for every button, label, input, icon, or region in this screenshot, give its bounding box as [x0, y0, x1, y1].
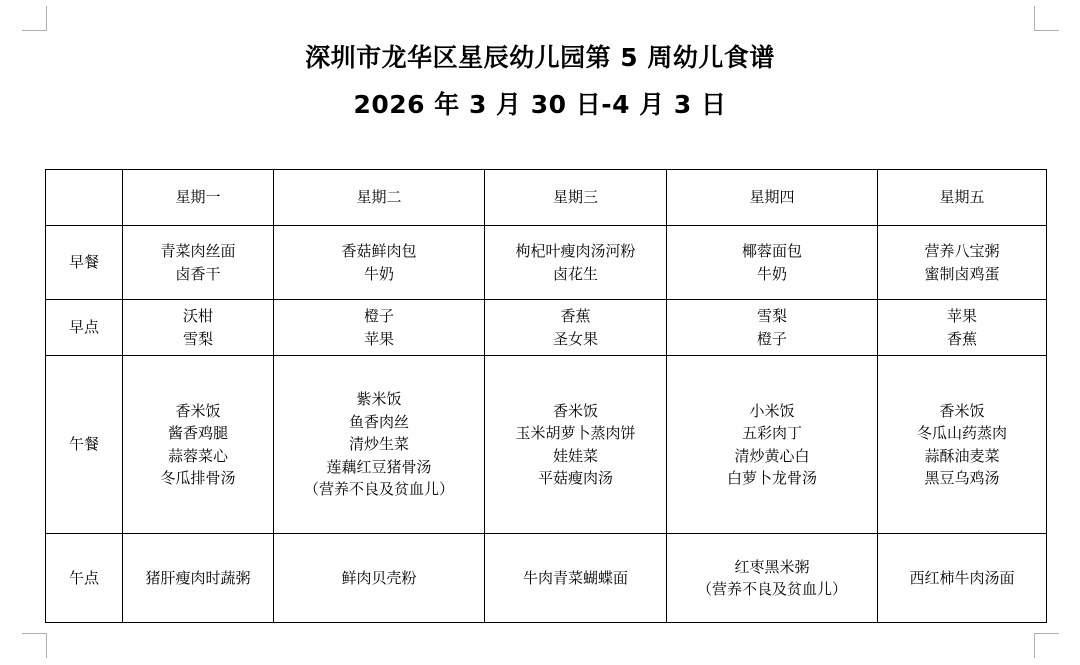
- page-corner-mark-top-right: [1034, 6, 1059, 31]
- menu-item: 蒜蓉菜心: [167, 446, 228, 465]
- menu-item: 红枣黑米粥: [734, 557, 810, 576]
- menu-item: 酱香鸡腿: [167, 424, 228, 442]
- menu-item: 牛肉青菜蝴蝶面: [522, 568, 628, 587]
- table-row: [46, 534, 1047, 623]
- meal-label: 午餐: [46, 356, 123, 534]
- menu-item: 猪肝瘦肉时蔬粥: [145, 568, 251, 587]
- table-row: [46, 356, 1047, 534]
- menu-item: 莲藕红豆猪骨汤: [326, 457, 432, 476]
- menu-item: 小米饭: [749, 401, 795, 420]
- meal-label: 早点: [46, 300, 123, 356]
- menu-cell: [667, 534, 878, 623]
- weekly-menu-table: [45, 169, 1047, 623]
- menu-cell: [485, 300, 667, 356]
- menu-cell: [485, 356, 667, 534]
- date-range-title: 2026 年 3 月 30 日-4 月 3 日: [353, 90, 727, 119]
- table-row: [46, 226, 1047, 300]
- menu-item: 香米饭: [939, 401, 985, 420]
- menu-item: 白萝卜龙骨汤: [726, 469, 817, 487]
- menu-item: 牛奶: [363, 264, 394, 283]
- day-header: 星期四: [667, 170, 878, 226]
- menu-item: 枸杞叶瘦肉汤河粉: [515, 242, 636, 260]
- menu-cell: [123, 356, 274, 534]
- menu-item: 冬瓜山药蒸肉: [916, 424, 1007, 442]
- menu-cell: [667, 356, 878, 534]
- menu-cell: [123, 534, 274, 623]
- corner-cell: [46, 170, 123, 226]
- menu-cell: [485, 226, 667, 300]
- menu-cell: [667, 226, 878, 300]
- menu-item: 橙子: [363, 307, 394, 325]
- menu-item: （营养不良及贫血儿）: [303, 480, 454, 499]
- menu-item: 香米饭: [175, 401, 221, 420]
- menu-item: 蜜制卤鸡蛋: [924, 264, 1000, 283]
- menu-cell: [123, 226, 274, 300]
- menu-cell: [667, 300, 878, 356]
- menu-item: （营养不良及贫血儿）: [696, 580, 847, 598]
- menu-cell: [123, 300, 274, 356]
- menu-item: 玉米胡萝卜蒸肉饼: [515, 424, 636, 442]
- table-header-row: [46, 170, 1047, 226]
- menu-cell: [274, 226, 485, 300]
- day-header: 星期二: [274, 170, 485, 226]
- meal-label: 午点: [46, 534, 123, 623]
- menu-cell: [878, 300, 1047, 356]
- menu-cell: [485, 534, 667, 623]
- menu-item: 香菇鲜肉包: [341, 242, 417, 260]
- menu-item: 清炒黄心白: [734, 446, 810, 465]
- menu-item: 雪梨: [756, 307, 787, 325]
- menu-item: 椰蓉面包: [741, 242, 802, 260]
- page-corner-mark-top-left: [22, 6, 47, 31]
- menu-item: 黑豆乌鸡汤: [924, 469, 1000, 487]
- menu-item: 营养八宝粥: [924, 242, 1000, 260]
- menu-item: 清炒生菜: [348, 435, 409, 454]
- menu-cell: [274, 534, 485, 623]
- menu-item: 蒜酥油麦菜: [924, 446, 1000, 465]
- menu-item: 橙子: [756, 329, 787, 348]
- menu-item: 圣女果: [552, 329, 598, 348]
- page-corner-mark-bottom-left: [22, 633, 47, 658]
- menu-item: 西红柿牛肉汤面: [909, 568, 1015, 587]
- menu-item: 平菇瘦肉汤: [537, 469, 613, 487]
- menu-item: 紫米饭: [356, 390, 402, 409]
- menu-item: 卤花生: [552, 264, 598, 283]
- menu-cell: [274, 356, 485, 534]
- menu-cell: [274, 300, 485, 356]
- menu-item: 牛奶: [756, 264, 787, 283]
- menu-item: 鲜肉贝壳粉: [341, 568, 417, 587]
- menu-item: 香蕉: [946, 329, 977, 348]
- day-header: 星期三: [485, 170, 667, 226]
- menu-cell: [878, 534, 1047, 623]
- menu-item: 香米饭: [552, 401, 598, 420]
- menu-item: 鱼香肉丝: [348, 412, 409, 431]
- menu-item: 青菜肉丝面: [160, 242, 236, 260]
- meal-label: 早餐: [46, 226, 123, 300]
- menu-cell: [878, 226, 1047, 300]
- menu-item: 苹果: [363, 329, 394, 348]
- menu-cell: [878, 356, 1047, 534]
- menu-item: 香蕉: [560, 307, 591, 325]
- page-title: 深圳市龙华区星辰幼儿园第 5 周幼儿食谱: [305, 43, 775, 72]
- table-row: [46, 300, 1047, 356]
- menu-item: 娃娃菜: [552, 446, 598, 465]
- menu-item: 五彩肉丁: [741, 424, 802, 442]
- menu-item: 苹果: [946, 307, 977, 325]
- menu-item: 雪梨: [182, 329, 213, 348]
- menu-item: 卤香干: [175, 264, 221, 283]
- day-header: 星期五: [878, 170, 1047, 226]
- menu-item: 沃柑: [182, 307, 213, 325]
- day-header: 星期一: [123, 170, 274, 226]
- page-corner-mark-bottom-right: [1034, 633, 1059, 658]
- menu-item: 冬瓜排骨汤: [160, 469, 236, 487]
